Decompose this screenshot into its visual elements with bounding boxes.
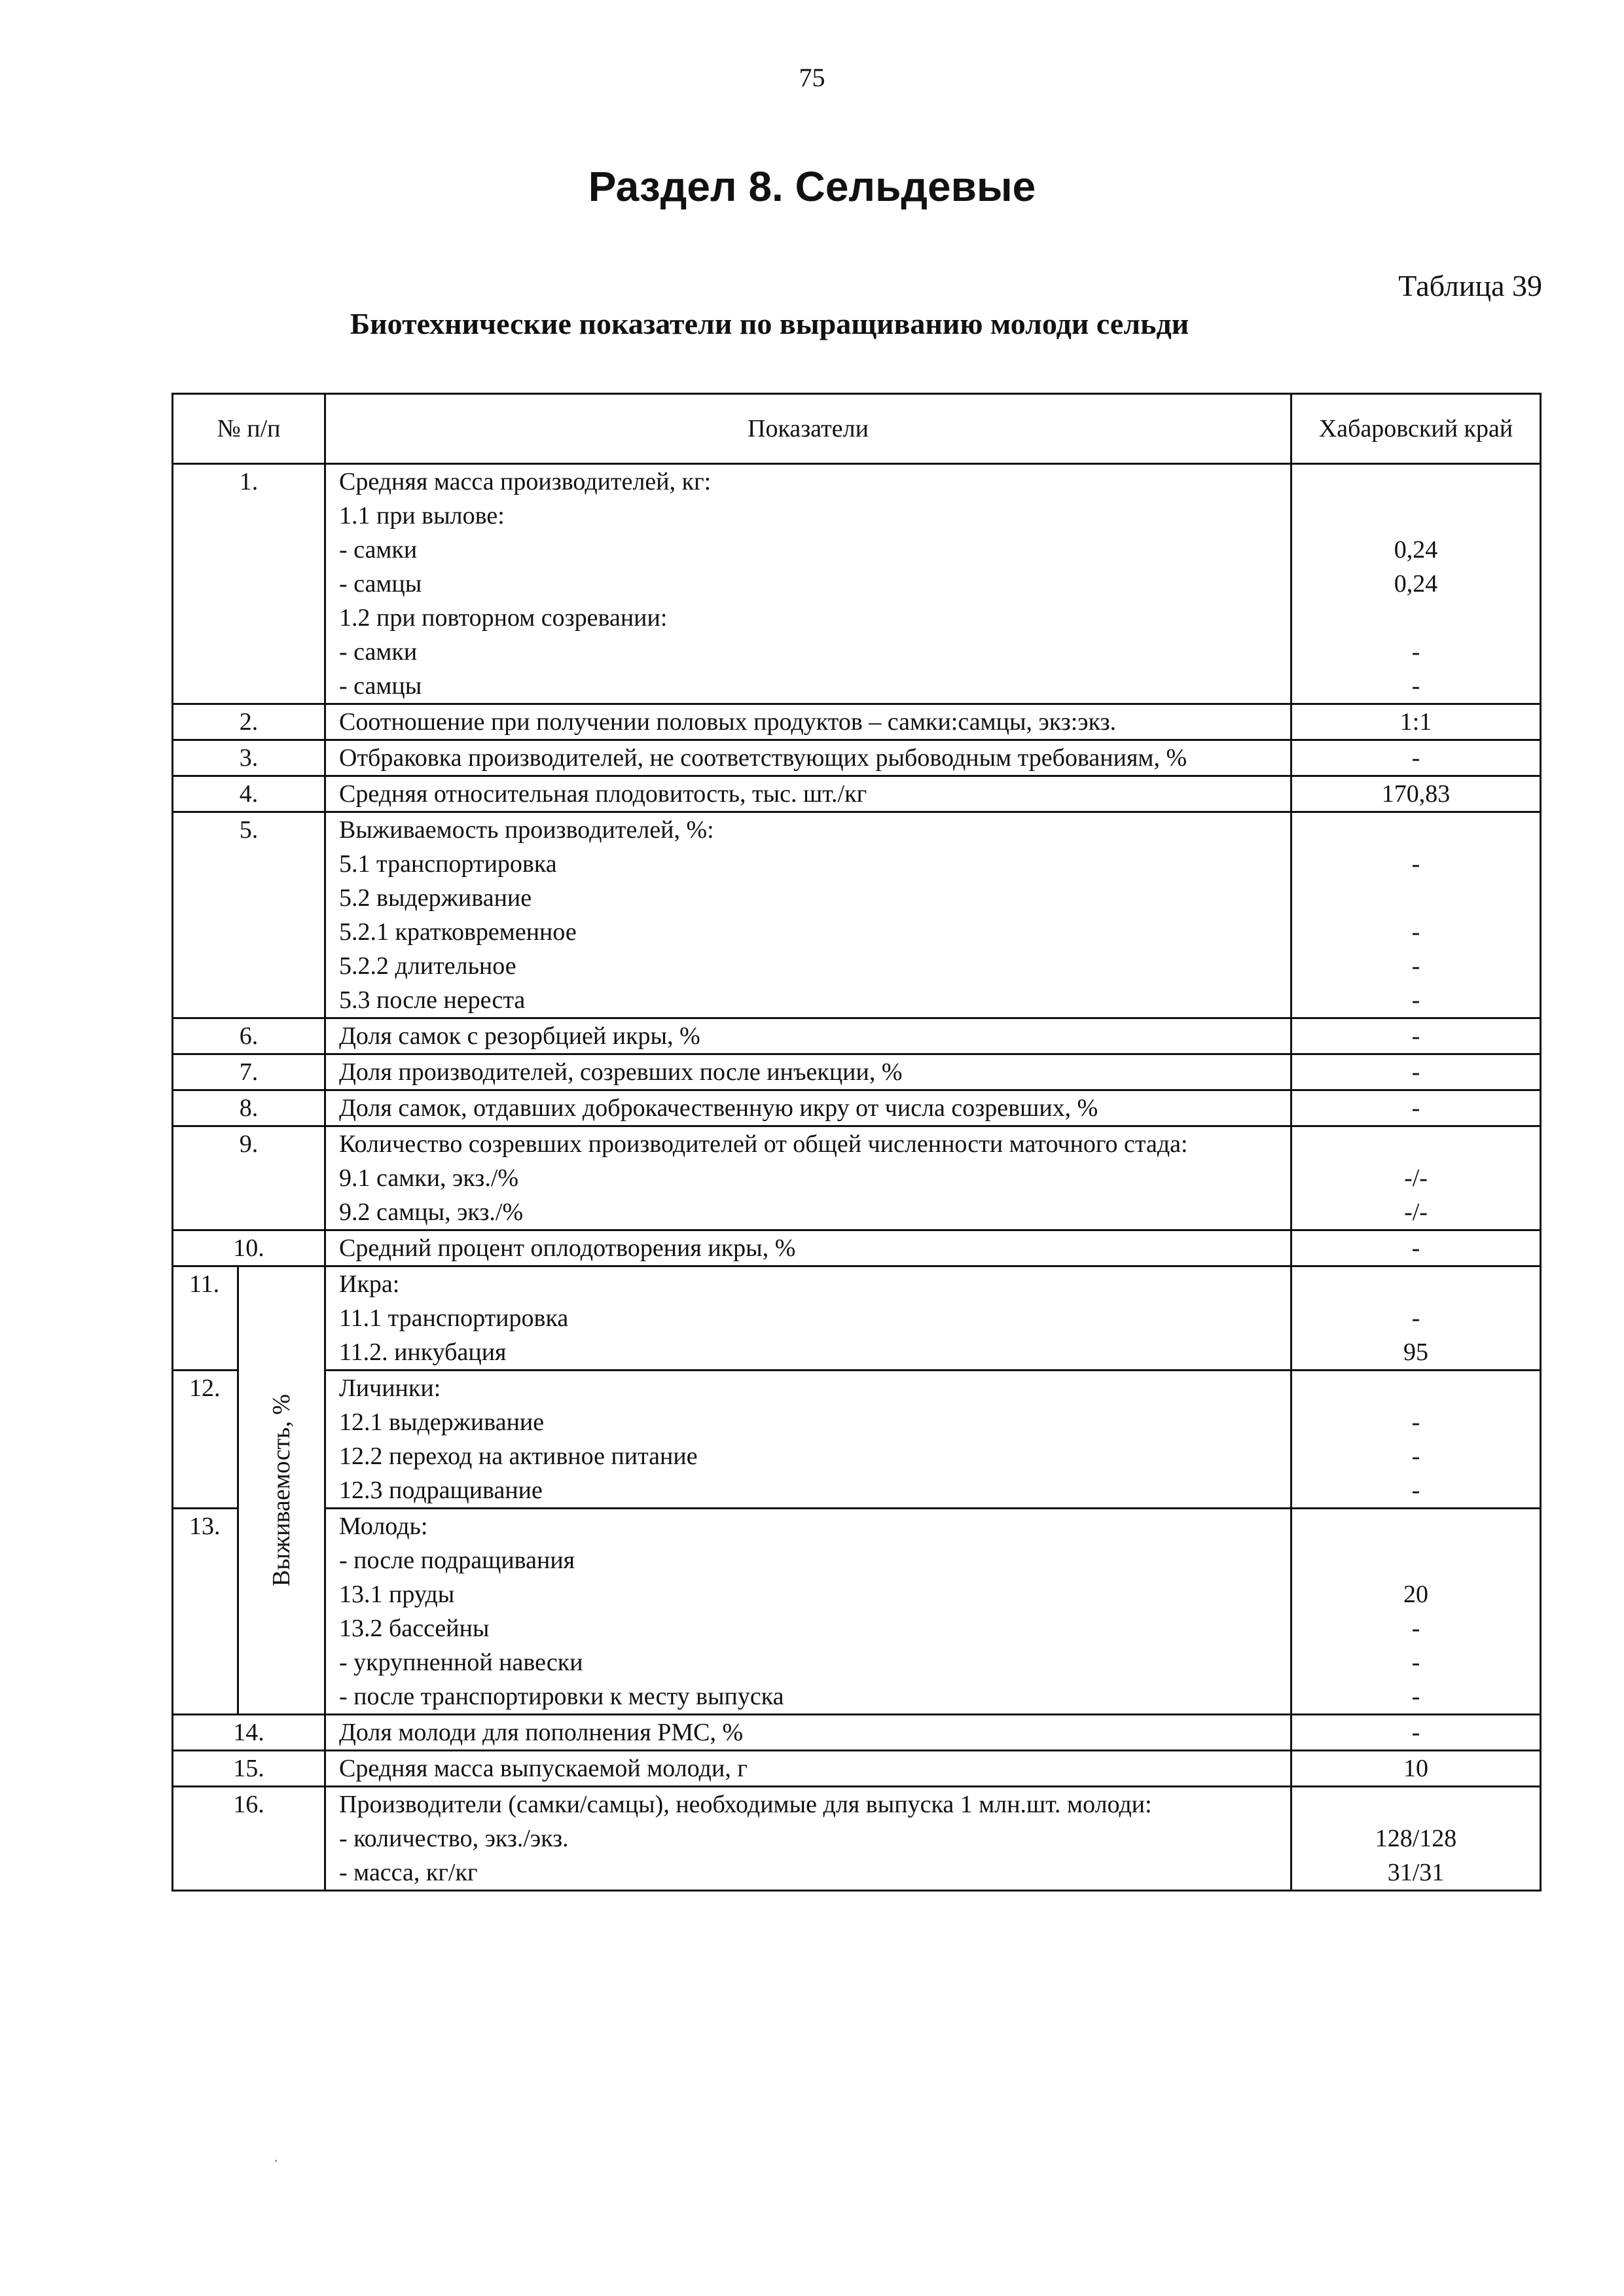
- value-cell: [1291, 740, 1541, 776]
- value-cell: [1291, 1715, 1541, 1751]
- indicator-cell-line: Производители (самки/самцы), необходимые для выпуска 1 млн.шт. молоди:: [339, 1791, 1152, 1818]
- indicator-cell-line: 9.1 самки, экз./%: [339, 1164, 519, 1192]
- indicator-cell-line: 11.2. инкубация: [339, 1338, 507, 1366]
- indicator-cell: [325, 1751, 1291, 1787]
- table-caption: [0, 306, 1624, 341]
- indicator-cell-line: Количество созревших производителей от общей численности маточного стада:: [339, 1130, 1188, 1158]
- value-cell: [1291, 1787, 1541, 1891]
- value-cell-line: 1:1: [1399, 708, 1432, 736]
- value-cell-line: [1292, 601, 1540, 635]
- indicator-cell-line: 12.1 выдерживание: [339, 1408, 545, 1436]
- value-cell-line: [1292, 881, 1540, 915]
- value-cell-line: -: [1411, 952, 1420, 980]
- table-body: [173, 464, 1541, 1891]
- indicator-cell-line: Средняя масса производителей, кг:: [339, 468, 712, 495]
- indicator-cell: [325, 776, 1291, 812]
- indicator-cell-line: Икра:: [339, 1270, 400, 1298]
- value-cell-line: -/-: [1404, 1198, 1428, 1226]
- table-row: [173, 740, 1541, 776]
- value-cell-line: -: [1411, 1683, 1420, 1710]
- indicator-cell: [325, 1126, 1291, 1230]
- row-number: 14.: [173, 1715, 325, 1751]
- value-cell: [1291, 464, 1541, 704]
- indicator-cell-line: - самки: [339, 536, 418, 564]
- value-cell-line: -: [1411, 672, 1420, 700]
- indicator-cell-line: 5.2.1 кратковременное: [339, 918, 577, 946]
- value-cell: [1291, 1266, 1541, 1371]
- value-cell-line: -/-: [1404, 1164, 1428, 1192]
- indicator-cell-line: Выживаемость производителей, %:: [339, 816, 714, 844]
- indicator-cell: [325, 1787, 1291, 1891]
- value-cell-line: -: [1411, 918, 1420, 946]
- value-cell-line: -: [1411, 1058, 1420, 1086]
- survival-group-label: Выживаемость, %: [268, 1393, 295, 1587]
- row-number: 16.: [173, 1787, 325, 1891]
- table-label: Таблица 39: [1398, 269, 1542, 302]
- table-row: [173, 704, 1541, 740]
- row-number: 12.: [173, 1371, 238, 1509]
- value-cell-line: [1292, 1543, 1540, 1577]
- indicator-cell: [325, 812, 1291, 1018]
- value-cell: [1291, 1751, 1541, 1787]
- indicator-cell: [325, 1266, 1291, 1371]
- table-row: [173, 1371, 1541, 1509]
- row-number: 13.: [173, 1509, 238, 1715]
- row-number: 9.: [173, 1126, 325, 1230]
- row-number: 5.: [173, 812, 325, 1018]
- indicator-cell-line: - после подращивания: [339, 1547, 575, 1574]
- indicator-cell: [325, 1371, 1291, 1509]
- value-cell: [1291, 1230, 1541, 1266]
- value-cell: [1291, 1126, 1541, 1230]
- value-cell-line: -: [1411, 850, 1420, 878]
- row-number: 7.: [173, 1054, 325, 1090]
- indicator-cell-line: - самцы: [339, 570, 422, 598]
- row-number: 6.: [173, 1018, 325, 1054]
- value-cell-line: 95: [1403, 1338, 1428, 1366]
- indicator-cell: [325, 740, 1291, 776]
- indicator-cell-line: - количество, экз./экз.: [339, 1825, 569, 1852]
- indicator-cell-line: Доля самок с резорбцией икры, %: [339, 1022, 700, 1050]
- indicator-cell: [325, 464, 1291, 704]
- indicator-cell-line: - масса, кг/кг: [339, 1859, 478, 1886]
- value-cell: [1291, 776, 1541, 812]
- indicator-cell: [325, 704, 1291, 740]
- value-cell-line: -: [1411, 1304, 1420, 1332]
- indicator-cell-line: - самки: [339, 638, 418, 666]
- value-cell-line: -: [1411, 1408, 1420, 1436]
- value-cell-line: -: [1411, 986, 1420, 1014]
- table-header-row: [173, 394, 1541, 464]
- value-cell-line: [1292, 813, 1540, 847]
- value-cell-line: [1292, 465, 1540, 499]
- table-row: [173, 776, 1541, 812]
- indicator-cell-line: 5.3 после нереста: [339, 986, 526, 1014]
- indicator-cell: [325, 1054, 1291, 1090]
- indicator-cell-line: - после транспортировки к месту выпуска: [339, 1683, 784, 1710]
- value-cell-line: [1292, 1127, 1540, 1161]
- table-row: [173, 1751, 1541, 1787]
- section-title: Раздел 8. Сельдевые: [588, 163, 1036, 210]
- indicator-cell-line: Доля молоди для пополнения РМС, %: [339, 1719, 744, 1746]
- indicator-cell: [325, 1715, 1291, 1751]
- indicator-cell-line: 5.1 транспортировка: [339, 850, 557, 878]
- value-cell-line: -: [1411, 638, 1420, 666]
- indicators-table: [171, 393, 1542, 1892]
- value-cell: [1291, 1090, 1541, 1126]
- value-cell: [1291, 704, 1541, 740]
- table-row: [173, 1266, 1541, 1371]
- value-cell-line: 128/128: [1375, 1825, 1457, 1852]
- value-cell: [1291, 1054, 1541, 1090]
- row-number: 15.: [173, 1751, 325, 1787]
- scan-speck: [275, 2160, 277, 2162]
- value-cell-line: [1292, 1509, 1540, 1543]
- value-cell: [1291, 1018, 1541, 1054]
- table-row: [173, 812, 1541, 1018]
- value-cell-line: -: [1411, 1615, 1420, 1642]
- indicator-cell-line: Средняя относительная плодовитость, тыс. шт./кг: [339, 780, 867, 808]
- table-row: [173, 1509, 1541, 1715]
- indicator-cell-line: 5.2.2 длительное: [339, 952, 516, 980]
- indicator-cell: [325, 1090, 1291, 1126]
- indicator-cell-line: 12.2 переход на активное питание: [339, 1443, 698, 1470]
- table-caption-text: Биотехнические показатели по выращиванию молоди сельди: [350, 307, 1189, 340]
- indicator-cell-line: Личинки:: [339, 1374, 441, 1402]
- value-cell-line: [1292, 1371, 1540, 1405]
- value-cell-line: [1292, 1787, 1540, 1821]
- table-row: [173, 1090, 1541, 1126]
- value-cell-line: 170,83: [1381, 780, 1451, 808]
- value-cell-line: 0,24: [1394, 570, 1438, 598]
- row-number: 11.: [173, 1266, 238, 1371]
- value-cell: [1291, 812, 1541, 1018]
- row-number: 2.: [173, 704, 325, 740]
- value-cell-line: -: [1411, 1719, 1420, 1746]
- value-cell-line: 31/31: [1387, 1859, 1445, 1886]
- indicator-cell-line: 13.2 бассейны: [339, 1615, 490, 1642]
- value-cell-line: -: [1411, 1234, 1420, 1262]
- row-number: 8.: [173, 1090, 325, 1126]
- value-cell-line: -: [1411, 744, 1420, 772]
- value-cell-line: -: [1411, 1649, 1420, 1676]
- table-row: [173, 1787, 1541, 1891]
- value-cell-line: -: [1411, 1443, 1420, 1470]
- indicator-cell-line: 1.2 при повторном созревании:: [339, 604, 668, 632]
- indicator-cell-line: Отбраковка производителей, не соответствующих рыбоводным требованиям, %: [339, 744, 1187, 772]
- value-cell-line: [1292, 1267, 1540, 1301]
- value-cell-line: 20: [1403, 1581, 1428, 1608]
- indicator-cell-line: 5.2 выдерживание: [339, 884, 532, 912]
- indicator-cell-line: Средний процент оплодотворения икры, %: [339, 1234, 796, 1262]
- value-cell-line: -: [1411, 1022, 1420, 1050]
- indicator-cell-line: 12.3 подращивание: [339, 1477, 543, 1504]
- indicator-cell-line: Доля самок, отдавших доброкачественную икру от числа созревших, %: [339, 1094, 1098, 1122]
- table-row: [173, 1715, 1541, 1751]
- header-region: Хабаровский край: [1291, 394, 1541, 464]
- indicator-cell-line: Молодь:: [339, 1513, 428, 1540]
- indicator-cell: [325, 1230, 1291, 1266]
- indicator-cell: [325, 1018, 1291, 1054]
- indicator-cell-line: 9.2 самцы, экз./%: [339, 1198, 524, 1226]
- indicator-cell-line: Средняя масса выпускаемой молоди, г: [339, 1755, 748, 1782]
- table-row: [173, 1126, 1541, 1230]
- header-num: № п/п: [173, 394, 325, 464]
- value-cell-line: -: [1411, 1094, 1420, 1122]
- page-number: 75: [799, 63, 825, 92]
- value-cell: [1291, 1371, 1541, 1509]
- survival-group-label-cell: [238, 1266, 325, 1715]
- table-row: [173, 1018, 1541, 1054]
- header-indicators: Показатели: [325, 394, 1291, 464]
- value-cell-line: [1292, 499, 1540, 533]
- row-number: 3.: [173, 740, 325, 776]
- indicator-cell-line: - самцы: [339, 672, 422, 700]
- row-number: 10.: [173, 1230, 325, 1266]
- indicator-cell-line: 13.1 пруды: [339, 1581, 455, 1608]
- indicator-cell: [325, 1509, 1291, 1715]
- value-cell: [1291, 1509, 1541, 1715]
- indicator-cell-line: Соотношение при получении половых продуктов – самки:самцы, экз:экз.: [339, 708, 1117, 736]
- value-cell-line: -: [1411, 1477, 1420, 1504]
- value-cell-line: 0,24: [1394, 536, 1438, 564]
- row-number: 4.: [173, 776, 325, 812]
- row-number: 1.: [173, 464, 325, 704]
- indicator-cell-line: - укрупненной навески: [339, 1649, 583, 1676]
- table-row: [173, 464, 1541, 704]
- table-row: [173, 1230, 1541, 1266]
- indicator-cell-line: Доля производителей, созревших после инъекции, %: [339, 1058, 903, 1086]
- indicator-cell-line: 11.1 транспортировка: [339, 1304, 569, 1332]
- indicator-cell-line: 1.1 при вылове:: [339, 502, 505, 529]
- table-row: [173, 1054, 1541, 1090]
- value-cell-line: 10: [1403, 1755, 1428, 1782]
